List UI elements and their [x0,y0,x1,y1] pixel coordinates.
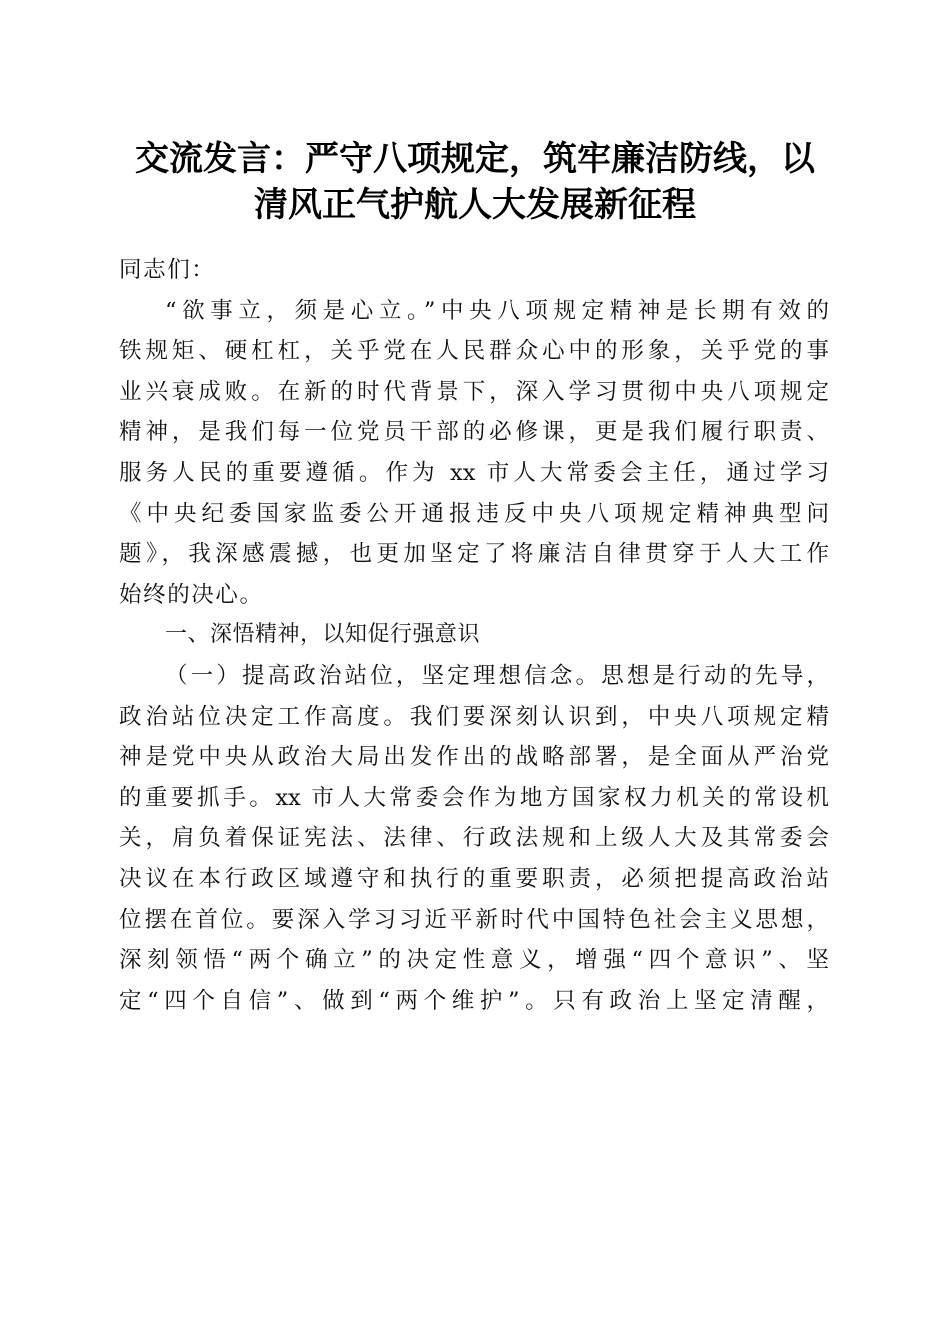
paragraph-line: “欲事立，须是心立。”中央八项规定精神是长期有效的 [165,297,829,324]
section-heading: 一、深悟精神，以知促行强意识 [165,622,481,648]
paragraph-line: 精神，是我们每一位党员干部的必修课，更是我们履行职责、 [119,419,829,446]
document-title [100,136,850,228]
paragraph-line: 定“四个自信”、做到“两个维护”。只有政治上坚定清醒， [119,987,829,1014]
paragraph-line: 决议在本行政区域遵守和执行的重要职责，必须把提高政治站 [119,865,829,892]
paragraph-line: 业兴衰成败。在新的时代背景下，深入学习贯彻中央八项规定 [119,378,829,405]
paragraph-line: 铁规矩、硬杠杠，关乎党在人民群众心中的形象，关乎党的事 [119,338,829,365]
paragraph-line: （一）提高政治站位，坚定理想信念。思想是行动的先导， [165,662,829,689]
salutation: 同志们： [119,257,216,283]
title-line-1: 交流发言：严守八项规定，筑牢廉洁防线，以 [135,139,815,179]
paragraph-line: 位摆在首位。要深入学习习近平新时代中国特色社会主义思想， [119,906,829,933]
title-line-2: 清风正气护航人大发展新征程 [254,185,696,225]
paragraph-line: 神是党中央从政治大局出发作出的战略部署，是全面从严治党 [119,744,829,771]
paragraph-line: 服务人民的重要遵循。作为 xx 市人大常委会主任，通过学习 [119,459,829,486]
document-body [119,250,829,1021]
paragraph-line: 的重要抓手。xx 市人大常委会作为地方国家权力机关的常设机 [119,784,829,811]
paragraph-line: 始终的决心。 [119,581,264,608]
paragraph-line: 政治站位决定工作高度。我们要深刻认识到，中央八项规定精 [119,703,829,730]
paragraph-line: 深刻领悟“两个确立”的决定性意义，增强“四个意识”、坚 [119,947,829,974]
paragraph-intro [119,291,829,616]
paragraph-section1-1 [119,656,829,1021]
paragraph-line: 《中央纪委国家监委公开通报违反中央八项规定精神典型问 [119,500,829,527]
paragraph-line: 题》，我深感震撼，也更加坚定了将廉洁自律贯穿于人大工作 [119,541,829,568]
paragraph-line: 关，肩负着保证宪法、法律、行政法规和上级人大及其常委会 [119,825,829,852]
